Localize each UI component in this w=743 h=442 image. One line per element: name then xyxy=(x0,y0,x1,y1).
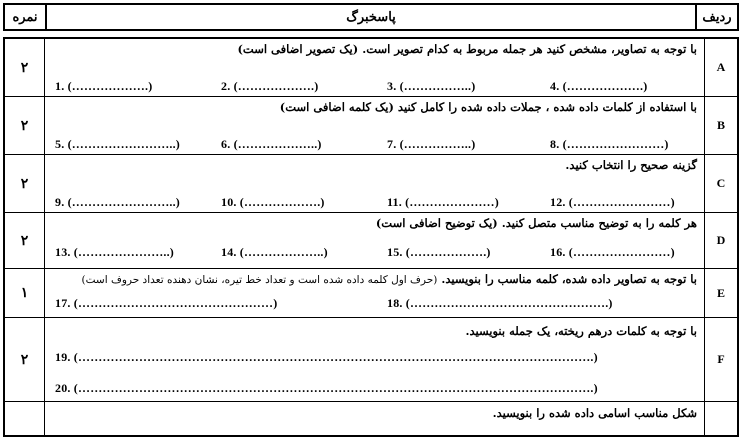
question-row-f xyxy=(5,318,737,402)
row-instruction: با توجه به تصاویر، مشخص کنید هر جمله مربوط به کدام تصویر است. (یک تصویر اضافی است) xyxy=(237,42,697,56)
answer-blank[interactable]: 2. (……………….) xyxy=(221,79,319,93)
answer-blank[interactable]: 3. (……………..) xyxy=(387,79,476,93)
row-letter: F xyxy=(717,352,725,366)
answer-sheet-header xyxy=(3,3,739,31)
header-row: ردیف xyxy=(702,9,732,25)
answer-blank[interactable]: 11. (…………………) xyxy=(387,195,499,209)
question-row-g xyxy=(5,402,737,442)
row-score: ۲ xyxy=(20,232,29,249)
row-instruction: شکل مناسب اسامی داده شده را بنویسید. xyxy=(492,406,697,420)
row-instruction: با توجه به کلمات درهم ریخته، یک جمله بنویسید. xyxy=(465,324,697,338)
row-letter: E xyxy=(716,285,725,300)
row-instruction xyxy=(81,272,697,286)
question-row-b xyxy=(5,97,737,155)
row-letter xyxy=(705,402,737,442)
row-letter: B xyxy=(716,118,725,132)
answer-blank[interactable]: 13. (…………………..) xyxy=(55,245,174,259)
answer-blank[interactable]: 19. (……………………………………………………………………………………………………………….) xyxy=(55,350,598,364)
row-instruction-main: با توجه به تصاویر داده شده، کلمه مناسب را بنویسید. xyxy=(441,272,697,286)
answer-blank[interactable]: 7. (……………..) xyxy=(387,137,476,151)
answer-blank[interactable]: 15. (……………….) xyxy=(387,245,491,259)
row-score: ۲ xyxy=(20,175,29,192)
row-letter: C xyxy=(716,176,726,190)
answer-blank[interactable]: 4. (……………….) xyxy=(550,79,648,93)
question-row-e xyxy=(5,269,737,318)
question-row-a xyxy=(5,39,737,97)
answer-blank[interactable]: 12. (……………………) xyxy=(550,195,675,209)
answer-blank[interactable]: 17. (…………………………………………) xyxy=(55,296,278,310)
answer-blank[interactable]: 8. (……………………) xyxy=(550,137,669,151)
row-score xyxy=(5,402,44,442)
answer-blank[interactable]: 6. (………………..) xyxy=(221,137,322,151)
question-row-d xyxy=(5,213,737,269)
question-row-c xyxy=(5,155,737,213)
answer-blank[interactable]: 14. (………………..) xyxy=(221,245,328,259)
row-score: ۲ xyxy=(20,117,29,134)
row-instruction-note: (حرف اول کلمه داده شده است و تعداد خط تیره، نشان دهنده تعداد حروف است) xyxy=(81,274,438,286)
row-score: ۱ xyxy=(20,285,29,301)
row-instruction: هر کلمه را به توضیح مناسب متصل کنید. (یک توضیح اضافی است) xyxy=(375,216,697,230)
answer-blank[interactable]: 18. (………………………………………….) xyxy=(387,296,613,310)
answer-blank[interactable]: 16. (……………………) xyxy=(550,245,675,259)
answer-table xyxy=(3,37,739,437)
header-answer-sheet: پاسخبرگ xyxy=(346,9,396,25)
row-score: ۲ xyxy=(20,351,29,368)
answer-blank[interactable]: 1. (……………….) xyxy=(55,79,153,93)
row-instruction: گزینه صحیح را انتخاب کنید. xyxy=(565,158,697,172)
row-letter: D xyxy=(716,233,726,247)
row-score: ۲ xyxy=(20,59,29,76)
answer-blank[interactable]: 9. (……………………..) xyxy=(55,195,180,209)
header-score: نمره xyxy=(12,9,38,25)
answer-blank[interactable]: 20. (……………………………………………………………………………………………………………….) xyxy=(55,381,598,395)
answer-blank[interactable]: 5. (……………………..) xyxy=(55,137,180,151)
answer-blank[interactable]: 10. (……………….) xyxy=(221,195,325,209)
row-instruction: با استفاده از کلمات داده شده ، جملات داده شده را کامل کنید (یک کلمه اضافی است) xyxy=(279,100,697,114)
row-letter: A xyxy=(716,60,726,74)
